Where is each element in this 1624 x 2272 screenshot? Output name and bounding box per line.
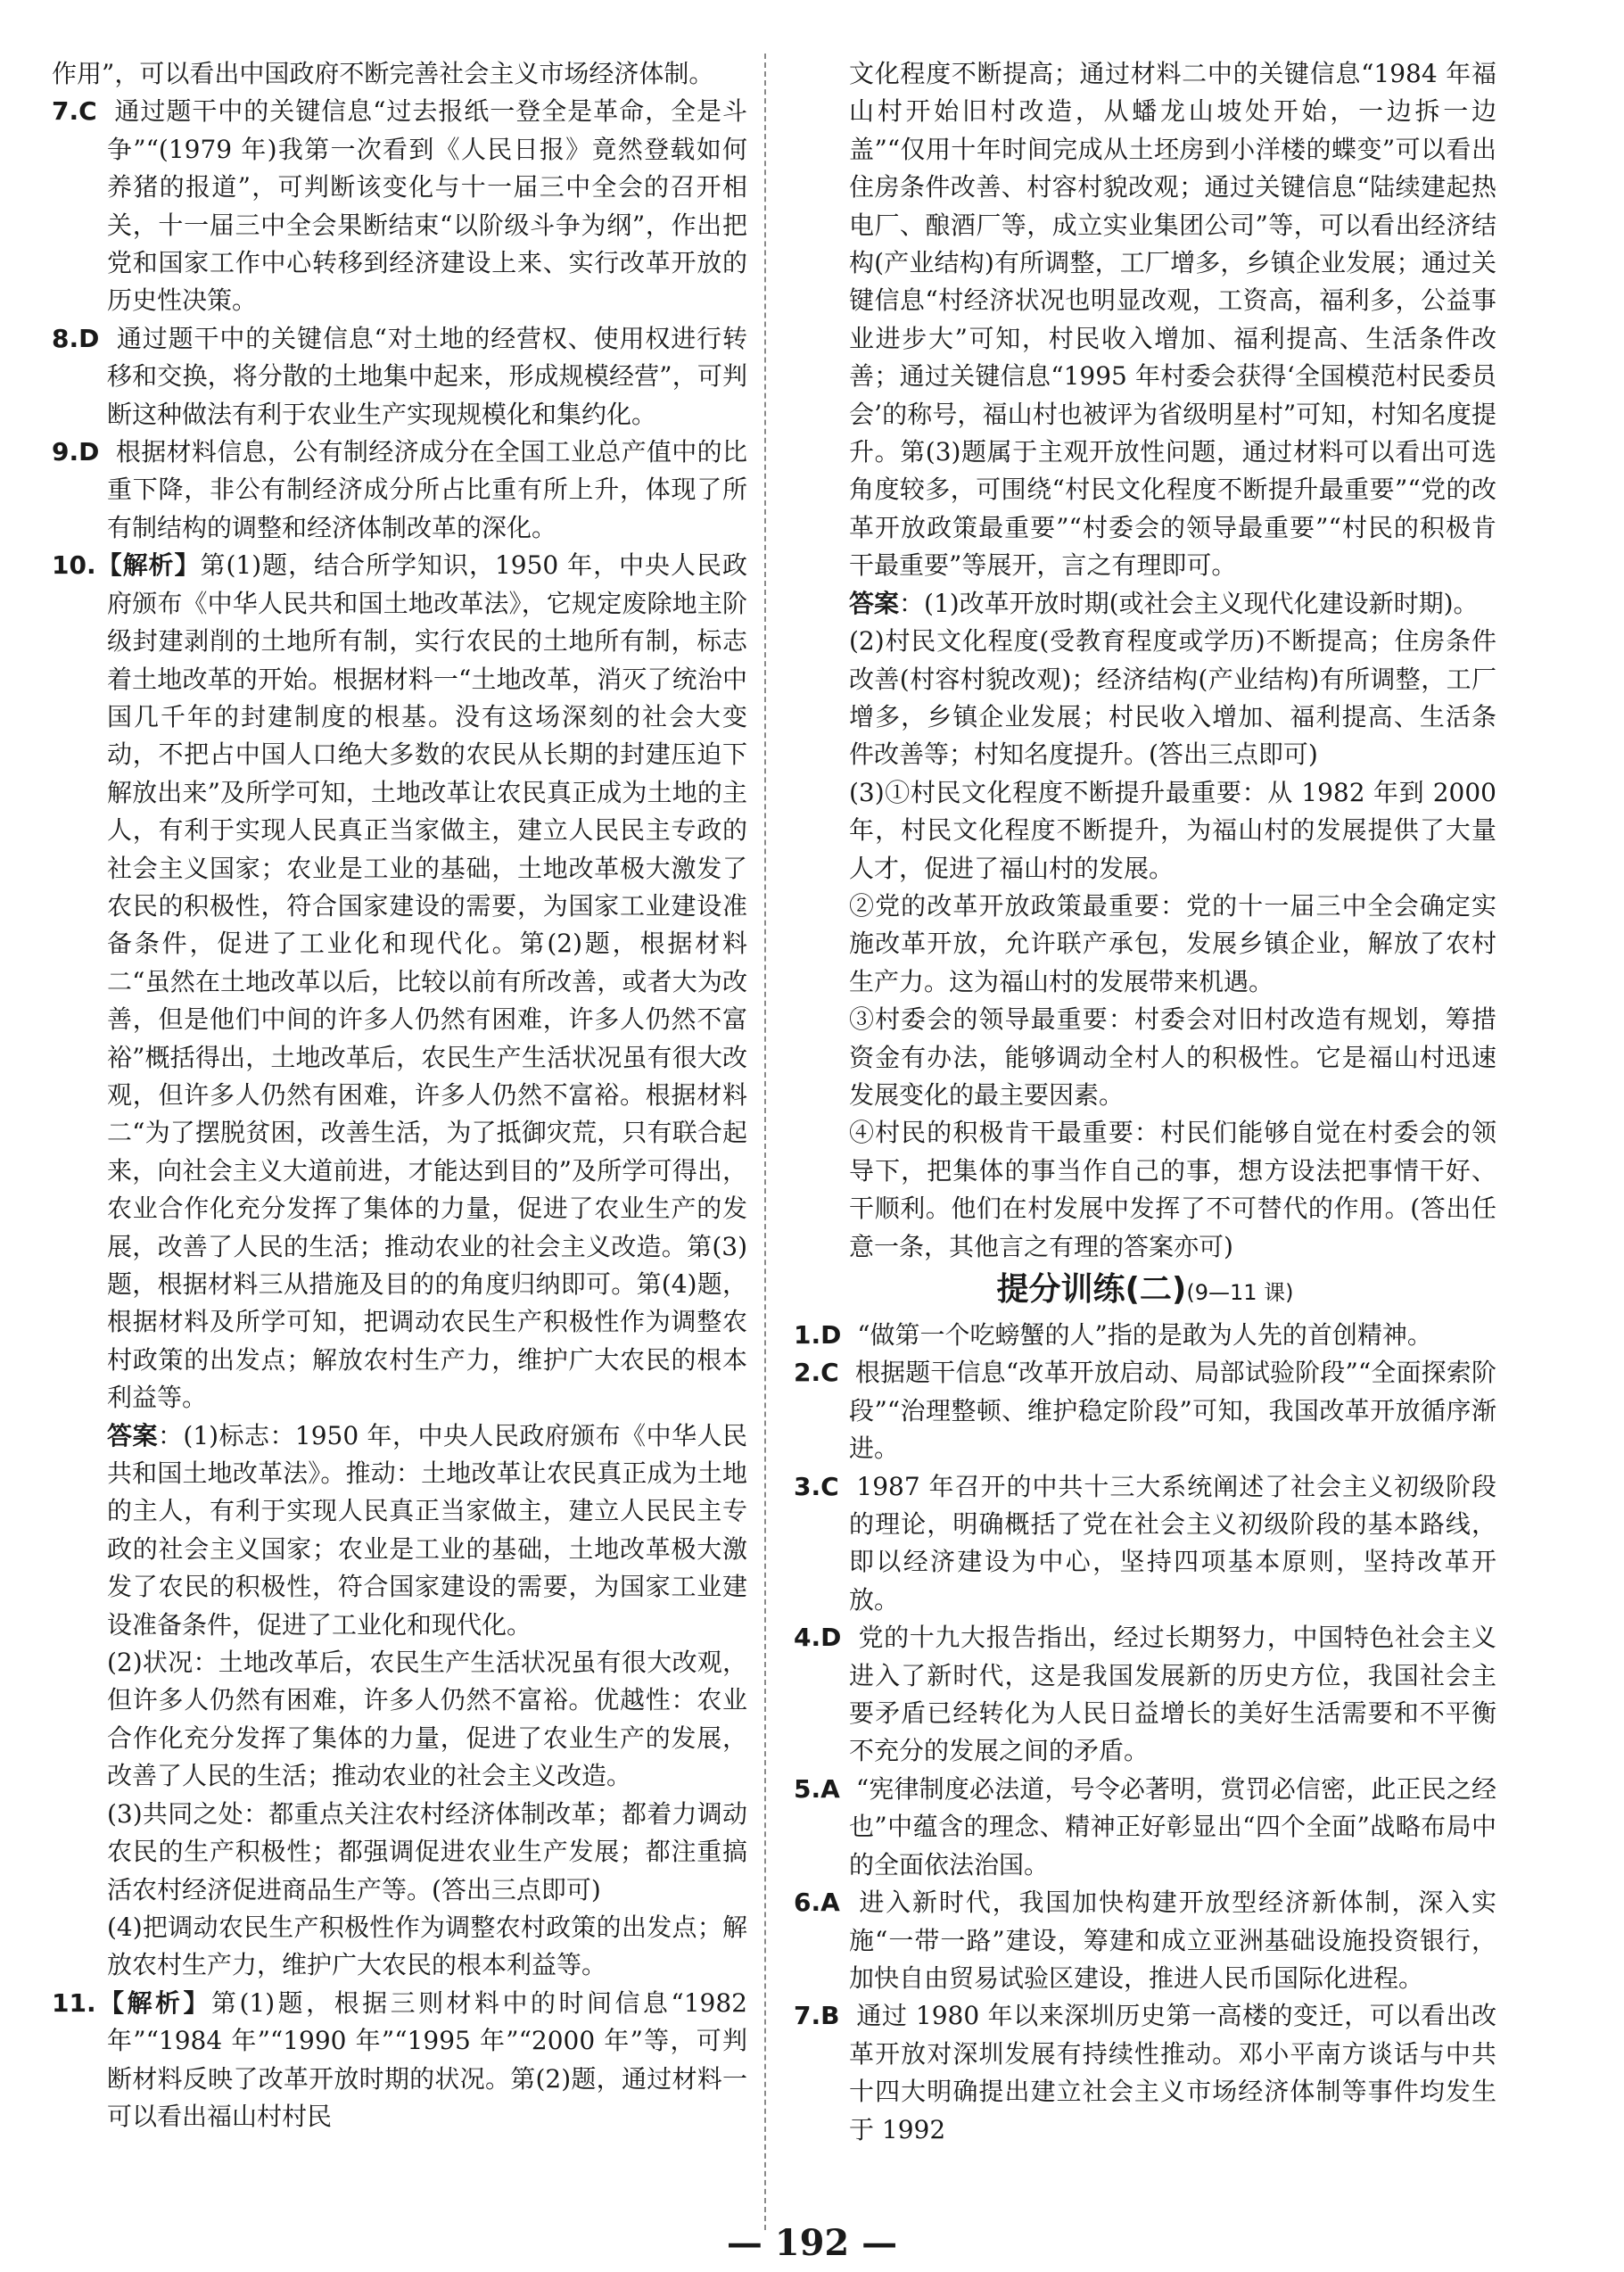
item-text: 根据材料信息，公有制经济成分在全国工业总产值中的比重下降，非公有制经济成分所占比重有所上升，体现了所有制结构的调整和经济体制改革的深化。 (107, 437, 747, 542)
item-text: 根据题干信息“改革开放启动、局部试验阶段”“全面探索阶段”“治理整顿、维护稳定阶段”可知，我国改革开放循序渐进。 (849, 1358, 1496, 1464)
section-title (794, 1266, 1496, 1317)
answer-item-7 (52, 93, 747, 319)
item-text: 通过题干中的关键信息“过去报纸一登全是革命，全是斗争”“(1979 年)我第一次看到《人民日报》竟然登载如何养猪的报道”，可判断该变化与十一届三中全会的召开相关，十一届三中全会果断结束“以阶级斗争为纲”，作出把党和国家工作中心转移到经济建设上来、实行改革开放的历史性决策。 (107, 96, 747, 316)
item-number: 10. (52, 550, 96, 581)
left-column (52, 55, 747, 2136)
item-text: 进入新时代，我国加快构建开放型经济新体制，深入实施“一带一路”建设，筹建和成立亚洲基础设施投资银行，加快自由贸易试验区建设，推进人民币国际化进程。 (849, 1888, 1496, 1993)
analysis-text: 第(1)题，结合所学知识，1950 年，中央人民政府颁布《中华人民共和国土地改革法》，它规定废除地主阶级封建剥削的土地所有制，实行农民的土地所有制，标志着土地改革的开始。根据材料一“土地改革，消灭了统治中国几千年的封建制度的根基。没有这场深刻的社会大变动，不把占中国人口绝大多数的农民从长期的封建压迫下解放出来”及所学可知，土地改革让农民真正成为土地的主人，有利于实现人民真正当家做主，建立人民民主专政的社会主义国家；农业是工业的基础，土地改革极大激发了农民的积极性，符合国家建设的需要，为国家工业建设准备条件，促进了工业化和现代化。第(2)题，根据材料二“虽然在土地改革以后，比较以前有所改善，或者大为改善，但是他们中间的许多人仍然有困难，许多人仍然不富裕”概括得出，土地改革后，农民生产生活状况虽有很大改观，但许多人仍然有困难，许多人仍然不富裕。根据材料二“为了摆脱贫困，改善生活，为了抵御灾荒，只有联合起来，向社会主义大道前进，才能达到目的”及所学可得出，农业合作化充分发挥了集体的力量，促进了农业生产的发展，改善了人民的生活；推动农业的社会主义改造。第(3)题，根据材料三从措施及目的的角度归纳即可。第(4)题，根据材料及所学可知，把调动农民生产积极性作为调整农村政策的出发点；解放农村生产力，维护广大农民的根本利益等。 (107, 550, 747, 1413)
item-number: 7.B (794, 2001, 840, 2031)
answer-11-continued: 文化程度不断提高；通过材料二中的关键信息“1984 年福山村开始旧村改造，从蟠龙山坡处开始，一边拆一边盖”“仅用十年时间完成从土坯房到小洋楼的蝶变”可以看出住房条件改善、村容村貌改观；通过关键信息“陆续建起热电厂、酿酒厂等，成立实业集团公司”等，可以看出经济结构(产业结构)有所调整，工厂增多，乡镇企业发展；通过关键信息“村经济状况也明显改观，工资高，福利多，公益事业进步大”可知，村民收入增加、福利提高、生活条件改善；通过关键信息“1995 年村委会获得‘全国模范村民委员会’的称号，福山村也被评为省级明星村”可知，村知名度提升。第(3)题属于主观开放性问题，通过材料可以看出可选角度较多，可围绕“村民文化程度不断提升最重要”“党的改革开放政策最重要”“村委会的领导最重要”“村民的积极肯干最重要”等展开，言之有理即可。 (849, 59, 1496, 581)
answer-text: ：(1)改革开放时期(或社会主义现代化建设新时期)。 (899, 588, 1479, 618)
item-number: 8.D (52, 323, 100, 353)
answer-11-part-3-2: ②党的改革开放政策最重要：党的十一届三中全会确定实施改革开放，允许联产承包，发展乡镇企业，解放了农村生产力。这为福山村的发展带来机遇。 (849, 890, 1496, 996)
answer-11-part-2: (2)村民文化程度(受教育程度或学历)不断提高；住房条件改善(村容村貌改观)；经济结构(产业结构)有所调整，工厂增多，乡镇企业发展；村民收入增加、福利提高、生活条件改善等；村知名度提升。(答出三点即可) (849, 626, 1496, 770)
page-number: — 192 — (726, 2222, 898, 2264)
item-number: 1.D (794, 1320, 842, 1350)
item-text: 1987 年召开的中共十三大系统阐述了社会主义初级阶段的理论，明确概括了党在社会主义初级阶段的基本路线，即以经济建设为中心，坚持四项基本原则，坚持改革开放。 (849, 1471, 1496, 1615)
item-number: 11. (52, 1987, 96, 2018)
item-number: 5.A (794, 1773, 840, 1804)
answer-10-part-1 (52, 1417, 747, 1644)
item-number: 2.C (794, 1358, 839, 1388)
item-text: “宪律制度必法道，号令必著明，赏罚必信密，此正民之经也”中蕴含的理念、精神正好彰显出“四个全面”战略布局中的全面依法治国。 (849, 1773, 1496, 1880)
answer-label: 答案 (107, 1420, 158, 1450)
answer-text: ：(1)标志：1950 年，中央人民政府颁布《中华人民共和国土地改革法》。推动：土地改革让农民真正成为土地的主人，有利于实现人民真正当家做主，建立人民民主专政的社会主义国家；农业是工业的基础，土地改革极大激发了农民的积极性，符合国家建设的需要，为国家工业建设准备条件，促进了工业化和现代化。 (107, 1420, 747, 1640)
right-column (794, 55, 1496, 2149)
training-item-1 (794, 1317, 1496, 1354)
item-number: 7.C (52, 96, 97, 127)
training-item-6 (794, 1884, 1496, 1997)
answer-11-part-1 (794, 585, 1496, 623)
item-number: 4.D (794, 1623, 842, 1653)
answer-11-part-3-1: (3)①村民文化程度不断提升最重要：从 1982 年到 2000 年，村民文化程度不断提升，为福山村的发展提供了大量人才，促进了福山村的发展。 (849, 777, 1496, 883)
answer-item-10 (52, 547, 747, 1417)
section-subtitle: (9—11 课) (1186, 1280, 1294, 1305)
item-number: 6.A (794, 1888, 840, 1918)
training-item-4 (794, 1619, 1496, 1771)
training-item-3 (794, 1468, 1496, 1620)
answer-item-9 (52, 434, 747, 547)
answer-item-8 (52, 320, 747, 434)
answer-label: 答案 (849, 588, 900, 618)
item-text: 通过题干中的关键信息“对土地的经营权、使用权进行转移和交换，将分散的土地集中起来，形成规模经营”，可判断这种做法有利于农业生产实现规模化和集约化。 (107, 323, 747, 429)
analysis-text: 第(1)题，根据三则材料中的时间信息“1982 年”“1984 年”“1990 年”“1995 年”“2000 年”等，可判断材料反映了改革开放时期的状况。第(2)题，通过材料一可以看出福山村村民 (107, 1987, 747, 2131)
item-number: 9.D (52, 437, 100, 467)
continued-text: 作用”，可以看出中国政府不断完善社会主义市场经济体制。 (52, 59, 714, 88)
training-item-5 (794, 1771, 1496, 1884)
answer-item-11 (52, 1985, 747, 2136)
section-title-text: 提分训练(二) (996, 1271, 1187, 1308)
analysis-label: 【解析】 (95, 1987, 212, 2018)
training-item-7 (794, 1997, 1496, 2149)
item-number: 3.C (794, 1471, 839, 1501)
answer-11-part-3-4: ④村民的积极肯干最重要：村民们能够自觉在村委会的领导下，把集体的事当作自己的事，想方设法把事情干好、干顺利。他们在村发展中发挥了不可替代的作用。(答出任意一条，其他言之有理的答案亦可) (849, 1118, 1496, 1261)
item-text: 党的十九大报告指出，经过长期努力，中国特色社会主义进入了新时代，这是我国发展新的历史方位，我国社会主要矛盾已经转化为人民日益增长的美好生活需要和不平衡不充分的发展之间的矛盾。 (849, 1623, 1496, 1766)
training-item-2 (794, 1354, 1496, 1467)
item-text: “做第一个吃螃蟹的人”指的是敢为人先的首创精神。 (857, 1320, 1432, 1350)
answer-11-part-3-3: ③村委会的领导最重要：村委会对旧村改造有规划，筹措资金有办法，能够调动全村人的积极性。它是福山村迅速发展变化的最主要因素。 (849, 1004, 1496, 1110)
answer-10-part-2: (2)状况：土地改革后，农民生产生活状况虽有很大改观，但许多人仍然有困难，许多人仍然不富裕。优越性：农业合作化充分发挥了集体的力量，促进了农业生产的发展，改善了人民的生活；推动农业的社会主义改造。 (107, 1648, 747, 1791)
analysis-label: 【解析】 (95, 550, 201, 581)
answer-10-part-4: (4)把调动农民生产积极性作为调整农村政策的出发点；解放农村生产力，维护广大农民的根本利益等。 (107, 1912, 747, 1980)
column-divider (764, 54, 766, 2230)
item-text: 通过 1980 年以来深圳历史第一高楼的变迁，可以看出改革开放对深圳发展有持续性推动。邓小平南方谈话与中共十四大明确提出建立社会主义市场经济体制等事件均发生于 1992 (849, 2001, 1497, 2144)
answer-10-part-3: (3)共同之处：都重点关注农村经济体制改革；都着力调动农民的生产积极性；都强调促进农业生产发展；都注重搞活农村经济促进商品生产等。(答出三点即可) (107, 1798, 747, 1904)
